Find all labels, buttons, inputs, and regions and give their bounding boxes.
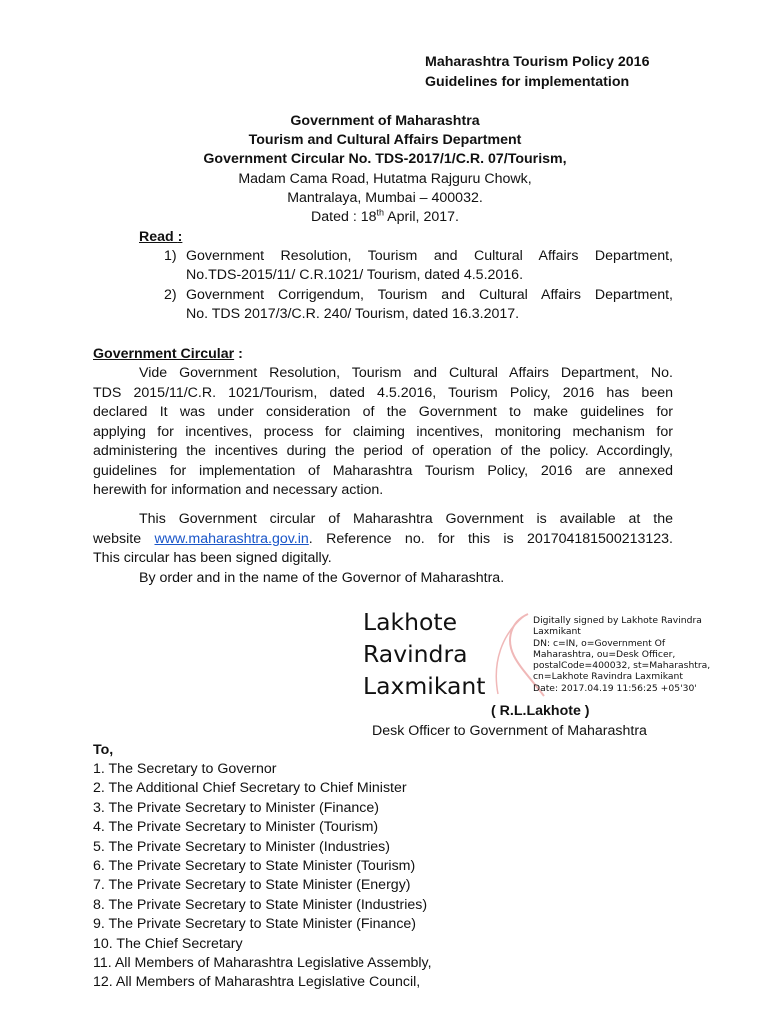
date-line: Dated : 18th April, 2017. bbox=[311, 207, 459, 225]
recipient-item: 12. All Members of Maharashtra Legislative Council, bbox=[93, 974, 421, 991]
recipient-item: 8. The Private Secretary to State Minister (Industries) bbox=[93, 896, 428, 913]
recipient-item: 3. The Private Secretary to Minister (Finance) bbox=[93, 799, 379, 816]
circular-heading: Government Circular : bbox=[93, 346, 243, 362]
issuer-block bbox=[90, 112, 680, 227]
address-line-1: Madam Cama Road, Hutatma Rajguru Chowk, bbox=[238, 170, 532, 187]
reference-text-cont: No. TDS 2017/3/C.R. 240/ Tourism, dated 16.3.2017. bbox=[186, 306, 520, 322]
read-label: Read : bbox=[139, 229, 183, 245]
paragraph-line: Vide Government Resolution, Tourism and Cultural Affairs Department, No. bbox=[139, 365, 673, 381]
circular-number: Government Circular No. TDS-2017/1/C.R. 07/Tourism, bbox=[203, 151, 567, 168]
signatory-designation: Desk Officer to Government of Maharashtra bbox=[372, 723, 647, 739]
paragraph-line: By order and in the name of the Governor of Maharashtra. bbox=[139, 569, 505, 586]
recipient-item: 4. The Private Secretary to Minister (Tourism) bbox=[93, 819, 379, 836]
recipient-list bbox=[93, 760, 432, 993]
signatory-name: ( R.L.Lakhote ) bbox=[491, 703, 590, 719]
to-label: To, bbox=[93, 742, 114, 758]
website-link[interactable]: www.maharashtra.gov.in bbox=[154, 530, 309, 547]
address-line-2: Mantralaya, Mumbai – 400032. bbox=[287, 189, 483, 206]
reference-number: 2) bbox=[164, 287, 177, 303]
recipient-item: 7. The Private Secretary to State Minister (Energy) bbox=[93, 877, 411, 894]
signature-details: Digitally signed by Lakhote Ravindra Laxmikant DN: c=IN, o=Government Of Maharashtra, ou=Desk Officer, postalCode=400032, st=Maharashtra, cn=Lakhote Ravindra Laxmikant Date: 2017.04.19 11:56:25 +05'30' bbox=[533, 615, 711, 694]
paragraph-line: administering the incentives during the period of operation of the policy. Accordingly, bbox=[93, 443, 673, 459]
recipient-item: 11. All Members of Maharashtra Legislative Assembly, bbox=[93, 954, 432, 971]
paragraph-line: website www.maharashtra.gov.in. Reference no. for this is 201704181500213123. bbox=[93, 530, 674, 547]
policy-subtitle: Guidelines for implementation bbox=[425, 74, 630, 90]
recipient-item: 10. The Chief Secretary bbox=[93, 935, 243, 952]
paragraph-line: guidelines for implementation of Maharashtra Tourism Policy, 2016 are annexed bbox=[93, 462, 673, 479]
paragraph-line: herewith for information and necessary action. bbox=[93, 482, 384, 498]
reference-text: Government Resolution, Tourism and Cultural Affairs Department, bbox=[186, 248, 673, 264]
reference-number: 1) bbox=[164, 248, 177, 264]
recipient-item: 2. The Additional Chief Secretary to Chief Minister bbox=[93, 780, 407, 797]
body-paragraph-1 bbox=[93, 364, 673, 501]
recipient-item: 5. The Private Secretary to Minister (Industries) bbox=[93, 838, 390, 855]
paragraph-line: This Government circular of Maharashtra Government is available at the bbox=[139, 511, 673, 527]
recipient-item: 6. The Private Secretary to State Minister (Tourism) bbox=[93, 857, 416, 874]
signature-name: Lakhote Ravindra Laxmikant bbox=[363, 608, 486, 700]
paragraph-line: declared It was under consideration of the Government to make guidelines for bbox=[93, 404, 673, 420]
policy-title: Maharashtra Tourism Policy 2016 bbox=[425, 54, 650, 70]
reference-text: Government Corrigendum, Tourism and Cultural Affairs Department, bbox=[186, 287, 673, 303]
paragraph-line: This circular has been signed digitally. bbox=[93, 550, 332, 566]
document-header bbox=[425, 53, 649, 93]
issuer-department: Tourism and Cultural Affairs Department bbox=[248, 132, 522, 149]
issuer-government: Government of Maharashtra bbox=[290, 113, 480, 129]
recipient-item: 9. The Private Secretary to State Minister (Finance) bbox=[93, 916, 417, 933]
paragraph-line: applying for incentives, process for claiming incentives, monitoring mechanism for bbox=[93, 423, 673, 440]
recipient-item: 1. The Secretary to Governor bbox=[93, 761, 277, 777]
body-paragraph-2 bbox=[93, 510, 673, 588]
reference-text-cont: No.TDS-2015/11/ C.R.1021/ Tourism, dated 4.5.2016. bbox=[186, 267, 524, 283]
paragraph-line: TDS 2015/11/C.R. 1021/Tourism, dated 4.5.2016, Tourism Policy, 2016 has been bbox=[93, 384, 673, 401]
